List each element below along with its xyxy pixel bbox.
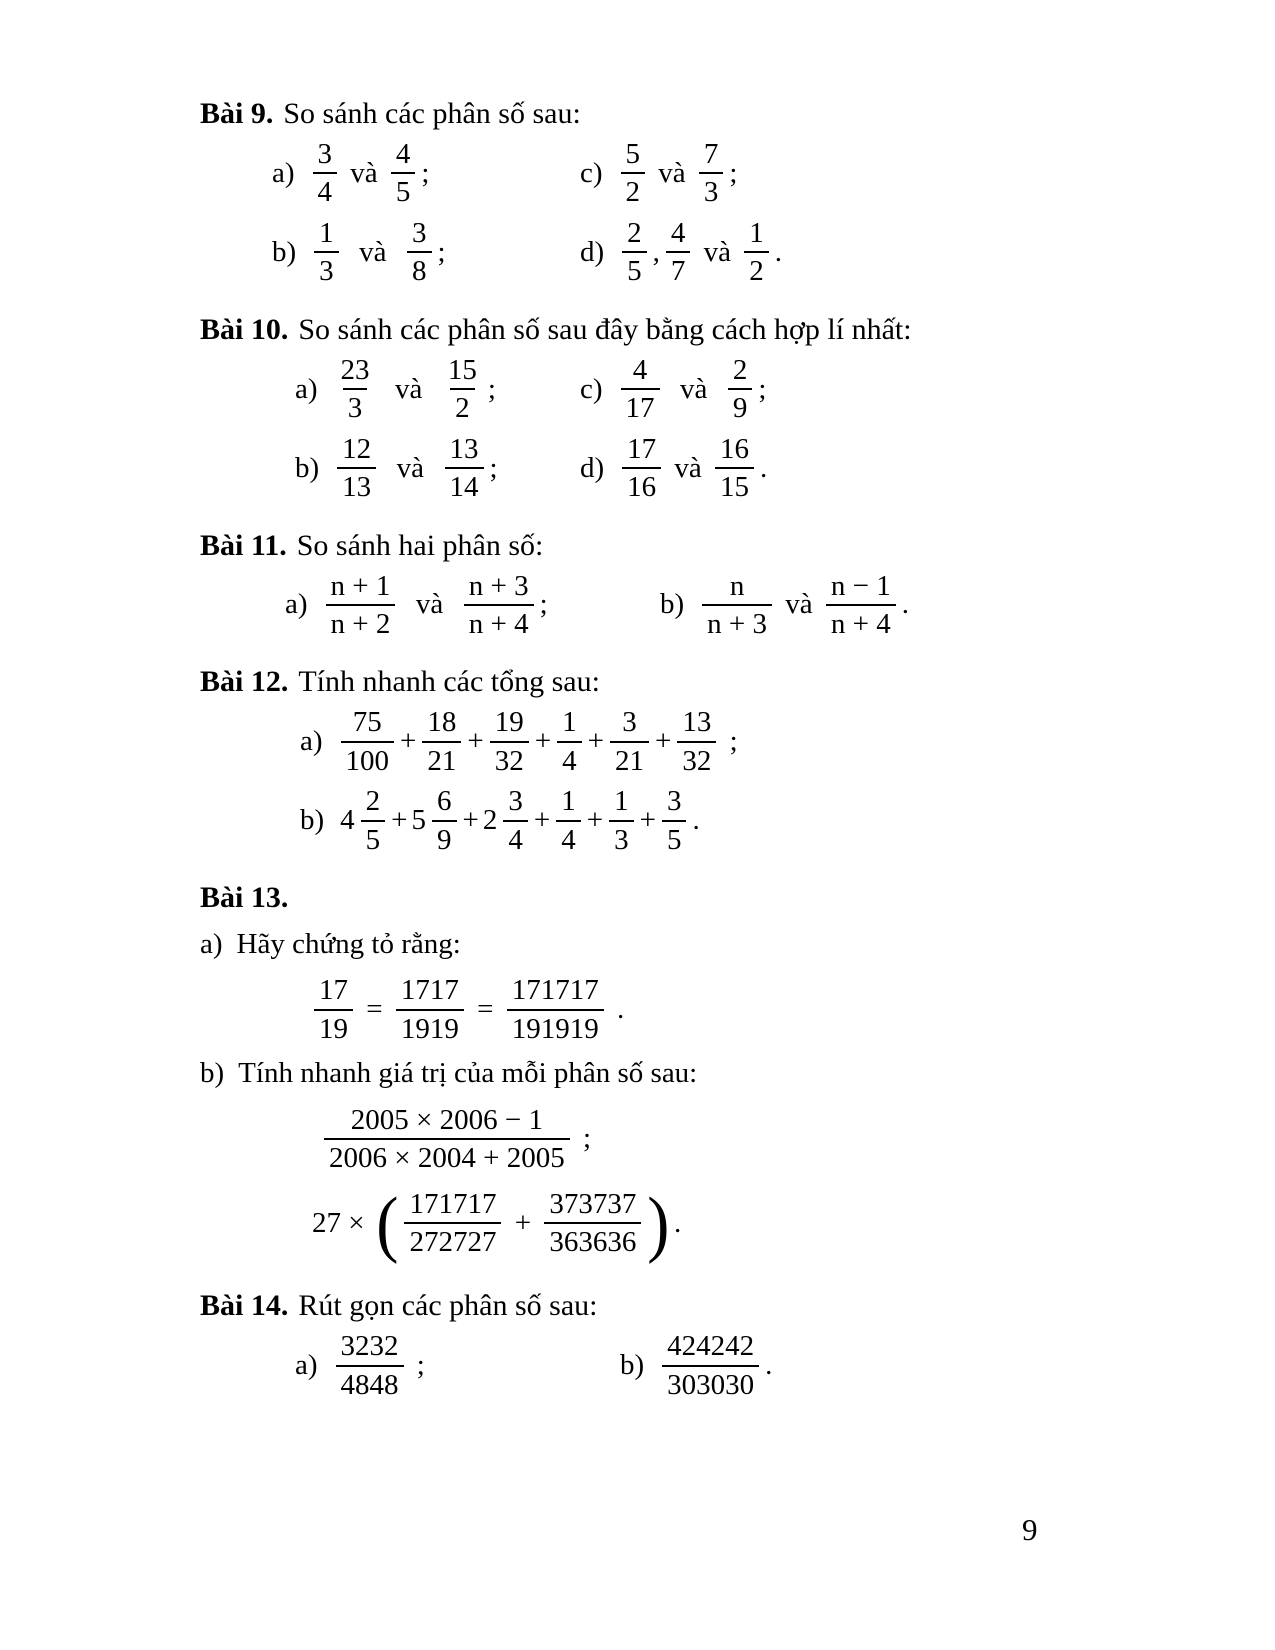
- math-text: ;: [421, 156, 430, 189]
- math-expression: [332, 354, 498, 425]
- exercise-item-12b: [300, 785, 702, 856]
- fraction-numerator: 1: [561, 785, 576, 818]
- fraction-denominator: 4: [503, 820, 528, 856]
- math-text: +: [534, 725, 552, 758]
- math-text: +: [586, 804, 604, 837]
- math-text: 27 ×: [312, 1206, 372, 1239]
- fraction-denominator: 21: [610, 741, 649, 777]
- fraction: [432, 785, 457, 856]
- fraction-denominator: n + 4: [464, 604, 534, 640]
- fraction: [621, 138, 646, 209]
- fraction: [314, 217, 339, 288]
- fraction-denominator: 14: [445, 467, 484, 503]
- fraction: [464, 570, 534, 641]
- exercise-row: [200, 138, 1165, 209]
- fraction: [662, 1330, 759, 1401]
- fraction-numerator: 2: [732, 353, 748, 386]
- math-text: .: [760, 451, 768, 484]
- fraction: [677, 706, 716, 777]
- fraction: [337, 433, 376, 504]
- exercise-row: [200, 974, 1165, 1045]
- fraction-denominator: 15: [715, 467, 754, 503]
- math-text: .: [774, 235, 783, 268]
- equation-13a: [310, 974, 626, 1045]
- fraction-numerator: 2005 × 2006 − 1: [350, 1103, 543, 1136]
- item-label: a): [295, 1349, 318, 1382]
- fraction-denominator: 2006 × 2004 + 2005: [324, 1138, 570, 1174]
- fraction: [336, 354, 375, 425]
- fraction-denominator: 100: [341, 741, 395, 777]
- exercise-bai-12: [200, 664, 1165, 856]
- exercise-heading: [200, 528, 1165, 564]
- fraction-numerator: 3: [622, 706, 637, 739]
- fraction-denominator: 2: [450, 388, 475, 424]
- page-number: 9: [1022, 1512, 1038, 1547]
- item-label: b): [300, 804, 325, 837]
- math-text: ;: [437, 235, 446, 268]
- exercise-title: So sánh hai phân số:: [296, 528, 544, 562]
- fraction: [544, 1188, 641, 1259]
- exercise-row: [200, 1182, 1165, 1264]
- item-label: c): [580, 156, 603, 189]
- math-text: ;: [487, 372, 496, 405]
- math-text: =: [469, 993, 501, 1026]
- exercise-item-9d: [580, 217, 784, 288]
- math-text: và: [401, 588, 458, 621]
- fraction-numerator: 4: [632, 353, 648, 386]
- expression-13b1: [320, 1104, 593, 1175]
- math-text: +: [462, 804, 479, 837]
- item-label: d): [580, 451, 605, 484]
- math-text: ;: [758, 372, 767, 405]
- fraction-numerator: 3: [666, 785, 682, 818]
- fraction-numerator: n − 1: [830, 569, 891, 602]
- fraction-numerator: 5: [625, 138, 641, 170]
- math-text: +: [507, 1206, 539, 1239]
- item-label: a): [300, 725, 323, 758]
- fraction: [396, 974, 464, 1045]
- math-text: +: [467, 725, 484, 758]
- math-expression: [337, 706, 740, 777]
- close-paren: ): [647, 1182, 670, 1265]
- fraction-denominator: 4: [313, 172, 338, 208]
- fraction-denominator: 4848: [336, 1365, 404, 1401]
- fraction: [404, 1188, 501, 1259]
- math-text: ;: [729, 156, 738, 189]
- fraction-denominator: 3: [314, 251, 339, 287]
- exercise-row: [200, 785, 1165, 856]
- exercise-item-12a: [300, 706, 740, 777]
- item-label: c): [580, 372, 603, 405]
- fraction-denominator: 4: [557, 741, 582, 777]
- exercise-heading: [200, 880, 1165, 916]
- exercise-item-10c: [580, 354, 768, 425]
- fraction-denominator: n + 3: [702, 604, 772, 640]
- math-text: và: [344, 235, 402, 268]
- exercise-title: Tính nhanh các tổng sau:: [298, 665, 600, 699]
- fraction-numerator: 1: [614, 785, 629, 818]
- fraction-numerator: 75: [352, 706, 382, 739]
- exercise-number: Bài 12.: [200, 665, 289, 699]
- math-expression: [618, 433, 769, 504]
- item-label: a): [295, 372, 318, 405]
- fraction-denominator: 5: [662, 820, 687, 856]
- fraction-denominator: 3: [609, 820, 634, 856]
- fraction-denominator: 32: [490, 741, 529, 777]
- fraction: [326, 570, 396, 641]
- math-text: +: [654, 725, 672, 758]
- fraction-numerator: 171717: [511, 974, 599, 1007]
- math-text: 5: [411, 804, 427, 837]
- exercise-title: Rút gọn các phân số sau:: [298, 1289, 598, 1323]
- math-text: ;: [409, 1349, 425, 1382]
- exercise-number: Bài 11.: [200, 528, 287, 562]
- fraction: [361, 785, 386, 856]
- fraction-denominator: 2: [621, 172, 646, 208]
- math-text: .: [609, 993, 625, 1026]
- fraction-numerator: 424242: [667, 1330, 755, 1363]
- fraction: [490, 706, 529, 777]
- math-text: +: [533, 804, 551, 837]
- math-expression: [322, 570, 550, 641]
- item-label: b): [200, 1057, 225, 1090]
- fraction-numerator: 3232: [340, 1330, 399, 1363]
- math-text: và: [696, 235, 739, 268]
- fraction-numerator: n: [729, 569, 745, 602]
- exercise-row: [200, 706, 1165, 777]
- fraction-denominator: 5: [622, 251, 647, 287]
- math-expression: [320, 1104, 593, 1175]
- exercise-number: Bài 13.: [200, 881, 289, 915]
- fraction-numerator: 3: [317, 138, 333, 170]
- item-label: b): [620, 1349, 645, 1382]
- exercise-number: Bài 10.: [200, 312, 289, 346]
- math-text: .: [765, 1349, 773, 1382]
- math-expression: [333, 433, 499, 504]
- fraction: [621, 354, 660, 425]
- fraction-numerator: 171717: [409, 1187, 497, 1220]
- fraction-denominator: 7: [666, 251, 691, 287]
- math-text: và: [665, 372, 722, 405]
- fraction-denominator: 9: [432, 820, 457, 856]
- fraction: [313, 138, 338, 209]
- exercise-item-9b: [272, 217, 448, 288]
- exercise-heading: [200, 96, 1165, 132]
- fraction-numerator: 1717: [400, 974, 459, 1007]
- fraction-numerator: 17: [319, 974, 348, 1007]
- exercise-row: [200, 217, 1165, 288]
- math-expression: [617, 354, 769, 425]
- math-text: +: [587, 725, 604, 758]
- fraction: [422, 706, 461, 777]
- fraction: [826, 570, 896, 641]
- fraction-numerator: 6: [437, 785, 452, 818]
- math-expression: [698, 570, 911, 641]
- item-label: b): [660, 588, 685, 621]
- math-expression: [310, 1182, 683, 1265]
- fraction-denominator: 32: [677, 741, 716, 777]
- fraction: [336, 1330, 404, 1401]
- math-text: và: [667, 451, 710, 484]
- exercise-heading: [200, 1288, 1165, 1324]
- fraction-denominator: 4: [556, 820, 581, 856]
- math-text: 4: [340, 804, 355, 837]
- math-text: .: [692, 804, 700, 837]
- math-expression: [618, 217, 784, 288]
- exercise-row: [200, 1104, 1165, 1175]
- fraction-denominator: 3: [699, 172, 724, 208]
- fraction-denominator: 303030: [662, 1365, 759, 1401]
- math-text: ;: [489, 451, 498, 484]
- fraction: [324, 1104, 570, 1175]
- fraction: [610, 706, 649, 777]
- fraction: [666, 217, 691, 288]
- fraction-denominator: n + 4: [826, 604, 896, 640]
- fraction-denominator: 272727: [404, 1222, 501, 1258]
- exercise-heading: [200, 312, 1165, 348]
- item-label: d): [580, 235, 605, 268]
- fraction: [744, 217, 769, 288]
- fraction-numerator: 2: [627, 216, 642, 249]
- fraction-denominator: 13: [337, 467, 376, 503]
- fraction: [503, 785, 528, 856]
- item-text: Tính nhanh giá trị của mỗi phân số sau:: [238, 1057, 698, 1090]
- fraction-denominator: 1919: [396, 1009, 464, 1045]
- item-text: Hãy chứng tỏ rằng:: [236, 928, 461, 961]
- fraction-numerator: 23: [340, 353, 370, 386]
- fraction-numerator: 1: [562, 706, 577, 739]
- fraction-numerator: 15: [447, 353, 477, 386]
- exercise-row: [200, 433, 1165, 504]
- math-text: +: [639, 804, 656, 837]
- math-text: 2: [482, 804, 498, 837]
- fraction-denominator: 191919: [507, 1009, 604, 1045]
- exercise-item-11a: [285, 570, 550, 641]
- exercise-row: [200, 354, 1165, 425]
- exercise-item-11b: [660, 570, 911, 641]
- exercise-title: So sánh các phân số sau đây bằng cách hợp lí nhất:: [298, 312, 912, 346]
- fraction-numerator: 4: [395, 138, 411, 170]
- item-label: a): [272, 156, 295, 189]
- exercise-bai-13: [200, 880, 1165, 1264]
- fraction-numerator: 16: [720, 432, 750, 465]
- fraction-denominator: n + 2: [326, 604, 396, 640]
- fraction-denominator: 3: [343, 388, 368, 424]
- math-text: và: [778, 588, 820, 621]
- item-label: a): [200, 928, 223, 961]
- math-expression: [309, 138, 432, 209]
- fraction-numerator: n + 1: [330, 569, 391, 602]
- exercise-subitem-13b: [200, 1055, 1165, 1091]
- fraction: [609, 785, 634, 856]
- exercise-row: [200, 570, 1165, 641]
- math-text: và: [651, 156, 693, 189]
- exercise-item-10d: [580, 433, 769, 504]
- fraction: [662, 785, 687, 856]
- fraction-numerator: 1: [319, 216, 334, 249]
- exercise-number: Bài 14.: [200, 1289, 289, 1323]
- math-expression: [658, 1330, 774, 1401]
- math-expression: [310, 217, 447, 288]
- math-expression: [332, 1330, 427, 1401]
- fraction: [556, 785, 581, 856]
- math-text: =: [359, 993, 390, 1026]
- math-text: ;: [539, 588, 548, 621]
- fraction-numerator: 7: [703, 138, 719, 170]
- exercise-heading: [200, 664, 1165, 700]
- fraction: [622, 433, 661, 504]
- fraction-numerator: 3: [508, 785, 523, 818]
- fraction-denominator: 16: [622, 467, 661, 503]
- fraction-numerator: 18: [427, 706, 457, 739]
- math-text: +: [400, 725, 417, 758]
- exercise-item-14b: [620, 1330, 774, 1401]
- fraction-numerator: 1: [749, 216, 764, 249]
- fraction-denominator: 9: [728, 388, 753, 424]
- exercise-item-14a: [295, 1330, 427, 1401]
- fraction-denominator: 5: [361, 820, 386, 856]
- fraction-numerator: n + 3: [468, 569, 529, 602]
- fraction: [728, 354, 753, 425]
- fraction-denominator: 17: [621, 388, 660, 424]
- expression-13b2: [310, 1182, 683, 1265]
- fraction: [445, 433, 484, 504]
- exercise-bai-11: [200, 528, 1165, 641]
- fraction: [699, 138, 724, 209]
- math-expression: [338, 785, 702, 856]
- exercise-subitem-13a: [200, 926, 1165, 962]
- fraction: [622, 217, 647, 288]
- fraction: [407, 217, 432, 288]
- fraction-denominator: 363636: [544, 1222, 641, 1258]
- exercise-number: Bài 9.: [200, 97, 274, 130]
- fraction-denominator: 8: [407, 251, 432, 287]
- math-text: và: [343, 156, 385, 189]
- fraction-numerator: 373737: [549, 1187, 637, 1220]
- math-text: ,: [652, 235, 660, 268]
- fraction-numerator: 3: [412, 216, 427, 249]
- fraction-numerator: 2: [365, 785, 381, 818]
- fraction-numerator: 12: [342, 432, 372, 465]
- math-expression: [617, 138, 740, 209]
- exercise-title: So sánh các phân số sau:: [283, 97, 581, 130]
- fraction: [443, 354, 482, 425]
- fraction-numerator: 17: [627, 432, 657, 465]
- fraction-numerator: 13: [449, 432, 479, 465]
- open-paren: (: [376, 1182, 399, 1265]
- fraction: [557, 706, 582, 777]
- item-label: a): [285, 588, 308, 621]
- fraction-denominator: 21: [422, 741, 461, 777]
- math-text: .: [673, 1206, 682, 1239]
- math-text: +: [391, 804, 408, 837]
- item-label: b): [295, 451, 320, 484]
- math-text: và: [380, 372, 437, 405]
- fraction-denominator: 2: [744, 251, 769, 287]
- math-text: .: [901, 588, 910, 621]
- fraction: [314, 974, 353, 1045]
- fraction-numerator: 13: [682, 706, 712, 739]
- fraction: [715, 433, 754, 504]
- fraction-denominator: 5: [391, 172, 416, 208]
- exercise-item-9a: [272, 138, 431, 209]
- fraction: [507, 974, 604, 1045]
- fraction-numerator: 4: [670, 216, 686, 249]
- math-text: ;: [722, 725, 738, 758]
- fraction: [391, 138, 416, 209]
- fraction: [702, 570, 772, 641]
- exercise-row: [200, 1330, 1165, 1401]
- exercise-item-10a: [295, 354, 498, 425]
- fraction: [341, 706, 395, 777]
- fraction-denominator: 19: [314, 1009, 353, 1045]
- math-text: và: [382, 451, 439, 484]
- exercise-bai-14: [200, 1288, 1165, 1401]
- exercise-item-10b: [295, 433, 500, 504]
- item-label: b): [272, 235, 297, 268]
- exercise-item-9c: [580, 138, 739, 209]
- math-text: ;: [575, 1122, 592, 1155]
- exercise-bai-10: [200, 312, 1165, 504]
- exercise-bai-9: [200, 96, 1165, 288]
- math-expression: [310, 974, 626, 1045]
- fraction-numerator: 19: [494, 706, 524, 739]
